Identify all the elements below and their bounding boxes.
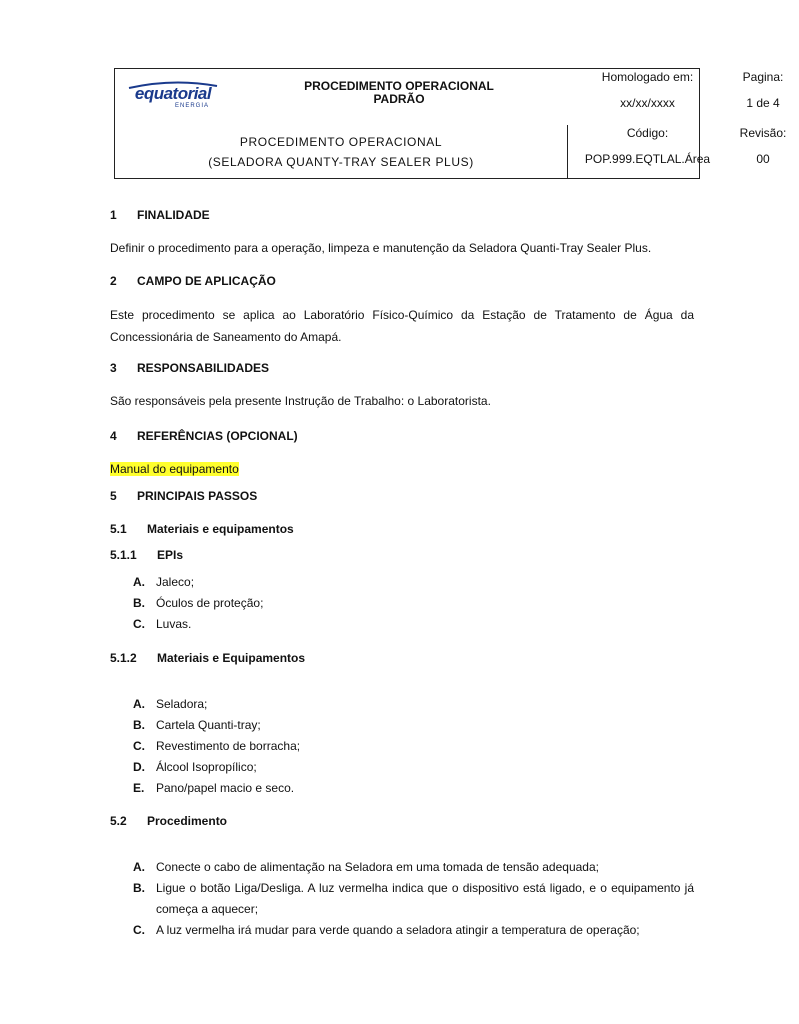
- list-item: [133, 572, 694, 593]
- list-item-text: Seladora;: [156, 697, 208, 711]
- section-title: Materiais e Equipamentos: [157, 651, 306, 665]
- revisao-value: 00: [756, 152, 770, 166]
- list-item-text: Jaleco;: [156, 575, 195, 589]
- doc-type-line2: PADRÃO: [373, 92, 425, 106]
- codigo-cell: [568, 125, 727, 179]
- logo-subtext: ENERGIA: [174, 103, 209, 109]
- section-4-text: [110, 459, 694, 480]
- list-marker: E.: [133, 781, 145, 795]
- list-marker: D.: [133, 760, 145, 774]
- list-marker: B.: [133, 881, 145, 895]
- header-table: [114, 68, 787, 179]
- section-title: EPIs: [157, 548, 184, 562]
- section-4-heading: [110, 426, 694, 447]
- logo-wordmark: equatorial: [134, 84, 212, 103]
- list-marker: C.: [133, 739, 145, 753]
- list-item-text: Ligue o botão Liga/Desliga. A luz vermelha indica que o dispositivo está ligado, e o equipamento já começa a aquecer;: [156, 881, 694, 916]
- list-marker: C.: [133, 617, 145, 631]
- codigo-value: POP.999.EQTLAL.Área: [584, 152, 711, 166]
- list-marker: A.: [133, 575, 145, 589]
- section-title: REFERÊNCIAS (OPCIONAL): [137, 429, 298, 443]
- list-item: [133, 778, 694, 799]
- section-title: PRINCIPAIS PASSOS: [137, 489, 258, 503]
- subtitle-line2: (SELADORA QUANTY-TRAY SEALER PLUS): [208, 155, 474, 169]
- codigo-label: Código:: [626, 126, 669, 140]
- section-number: 5.1.1: [110, 548, 137, 562]
- pagina-label: Pagina:: [742, 70, 784, 84]
- list-item-text: Óculos de proteção;: [156, 596, 264, 610]
- list-marker: A.: [133, 860, 145, 874]
- section-1-text: Definir o procedimento para a operação, limpeza e manutenção da Seladora Quanti-Tray Sealer Plus.: [110, 241, 652, 255]
- subtitle-text: [115, 132, 567, 172]
- homologado-label: Homologado em:: [601, 70, 694, 84]
- list-item-text: Pano/papel macio e seco.: [156, 781, 295, 795]
- section-title: CAMPO DE APLICAÇÃO: [137, 274, 276, 288]
- pagina-value: 1 de 4: [746, 96, 780, 110]
- section-5-heading: [110, 486, 694, 507]
- section-2-text: Este procedimento se aplica ao Laboratório Físico-Químico da Estação de Tratamento de Água da Concessionária de Saneamento do Amapá.: [110, 308, 694, 344]
- list-item: [133, 736, 694, 757]
- list-item-text: A luz vermelha irá mudar para verde quando a seladora atingir a temperatura de operação;: [156, 923, 640, 937]
- revisao-cell: [727, 125, 799, 179]
- subtitle-line1: PROCEDIMENTO OPERACIONAL: [239, 135, 443, 149]
- section-number: 4: [110, 429, 117, 443]
- revisao-label: Revisão:: [739, 126, 787, 140]
- equatorial-logo: [123, 80, 223, 114]
- list-marker: A.: [133, 697, 145, 711]
- list-item-text: Conecte o cabo de alimentação na Seladora em uma tomada de tensão adequada;: [156, 860, 599, 874]
- list-item: [133, 757, 694, 778]
- list-item: [133, 878, 694, 920]
- section-title: Materiais e equipamentos: [147, 522, 294, 536]
- doc-type-title: [230, 80, 568, 106]
- homologado-value: xx/xx/xxxx: [620, 96, 675, 110]
- section-3-text: São responsáveis pela presente Instrução de Trabalho: o Laboratorista.: [110, 394, 491, 408]
- list-item: [133, 857, 694, 878]
- highlighted-reference: Manual do equipamento: [110, 462, 239, 476]
- section-number: 1: [110, 208, 117, 222]
- doc-type-line1: PROCEDIMENTO OPERACIONAL: [304, 79, 494, 93]
- section-5-1-heading: [110, 519, 694, 540]
- doc-type-cell: [230, 69, 568, 125]
- section-title: RESPONSABILIDADES: [137, 361, 270, 375]
- section-5-1-1-heading: [110, 545, 694, 566]
- section-title: FINALIDADE: [137, 208, 210, 222]
- list-item-text: Cartela Quanti-tray;: [156, 718, 261, 732]
- section-3-heading: [110, 358, 694, 379]
- list-item: [133, 614, 694, 635]
- section-number: 3: [110, 361, 117, 375]
- section-number: 5.1.2: [110, 651, 137, 665]
- list-marker: B.: [133, 596, 145, 610]
- section-number: 5.2: [110, 814, 127, 828]
- list-item-text: Luvas.: [156, 617, 192, 631]
- list-item: [133, 694, 694, 715]
- logo-cell: [115, 69, 230, 125]
- list-marker: C.: [133, 923, 145, 937]
- procedure-list: [133, 857, 694, 941]
- epi-list: [133, 572, 694, 635]
- subtitle-span: [115, 125, 568, 179]
- list-item-text: Álcool Isopropílico;: [156, 760, 257, 774]
- materials-list: [133, 694, 694, 799]
- section-number: 5.1: [110, 522, 127, 536]
- section-1-heading: [110, 205, 694, 226]
- section-number: 5: [110, 489, 117, 503]
- section-5-2-heading: [110, 811, 694, 832]
- list-item: [133, 715, 694, 736]
- section-2-heading: [110, 271, 694, 292]
- section-5-1-2-heading: [110, 648, 694, 669]
- list-item-text: Revestimento de borracha;: [156, 739, 301, 753]
- list-item: [133, 920, 694, 941]
- pagina-cell: [727, 69, 799, 125]
- section-title: Procedimento: [147, 814, 228, 828]
- list-marker: B.: [133, 718, 145, 732]
- section-number: 2: [110, 274, 117, 288]
- list-item: [133, 593, 694, 614]
- homologado-cell: [568, 69, 727, 125]
